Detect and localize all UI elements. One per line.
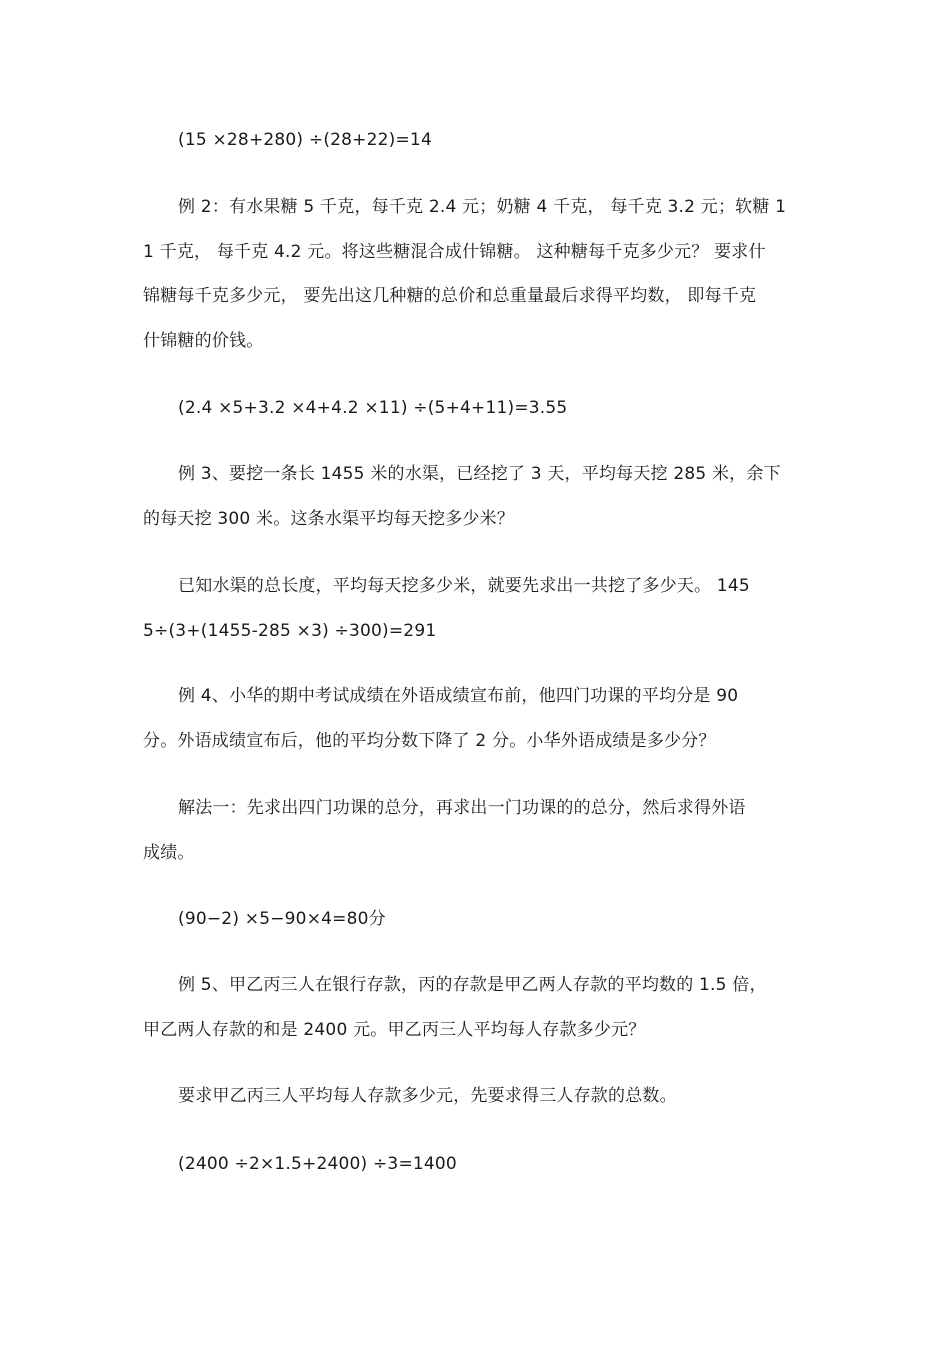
formula-example-1: (15 ×28+280) ÷(28+22)=14 xyxy=(178,130,432,150)
example-4-text-line-2: 分。外语成绩宣布后，他的平均分数下降了 2 分。小华外语成绩是多少分？ xyxy=(143,731,716,751)
formula-example-5: (2400 ÷2×1.5+2400) ÷3=1400 xyxy=(178,1154,457,1174)
formula-example-4: (90−2) ×5−90×4=80分 xyxy=(178,909,386,929)
example-5-text-line-1: 例 5、甲乙丙三人在银行存款，丙的存款是甲乙两人存款的平均数的 1.5 倍， xyxy=(178,975,767,995)
example-3-text-line-1: 例 3、要挖一条长 1455 米的水渠，已经挖了 3 天，平均每天挖 285 米，余下 xyxy=(178,464,781,484)
example-4-solution-line-1: 解法一：先求出四门功课的总分，再求出一门功课的的总分，然后求得外语 xyxy=(178,798,746,818)
example-2-text-line-2: 1 千克， 每千克 4.2 元。将这些糖混合成什锦糖。 这种糖每千克多少元？ 要求什 xyxy=(143,242,766,262)
example-5-explanation: 要求甲乙丙三人平均每人存款多少元，先要求得三人存款的总数。 xyxy=(178,1086,677,1106)
example-2-text-line-4: 什锦糖的价钱。 xyxy=(143,331,264,351)
example-4-solution-line-2: 成绩。 xyxy=(143,843,195,863)
example-3-text-line-2: 的每天挖 300 米。这条水渠平均每天挖多少米？ xyxy=(143,509,515,529)
example-5-text-line-2: 甲乙两人存款的和是 2400 元。甲乙丙三人平均每人存款多少元？ xyxy=(143,1020,646,1040)
formula-example-2: (2.4 ×5+3.2 ×4+4.2 ×11) ÷(5+4+11)=3.55 xyxy=(178,398,568,418)
example-3-explanation-line-1: 已知水渠的总长度，平均每天挖多少米，就要先求出一共挖了多少天。 145 xyxy=(178,576,750,596)
formula-example-3: 5÷(3+(1455-285 ×3) ÷300)=291 xyxy=(143,621,437,641)
example-2-text-line-1: 例 2：有水果糖 5 千克，每千克 2.4 元；奶糖 4 千克， 每千克 3.2 元；软糖 1 xyxy=(178,197,787,217)
example-2-text-line-3: 锦糖每千克多少元， 要先出这几种糖的总价和总重量最后求得平均数， 即每千克 xyxy=(143,286,757,306)
example-4-text-line-1: 例 4、小华的期中考试成绩在外语成绩宣布前，他四门功课的平均分是 90 xyxy=(178,686,739,706)
